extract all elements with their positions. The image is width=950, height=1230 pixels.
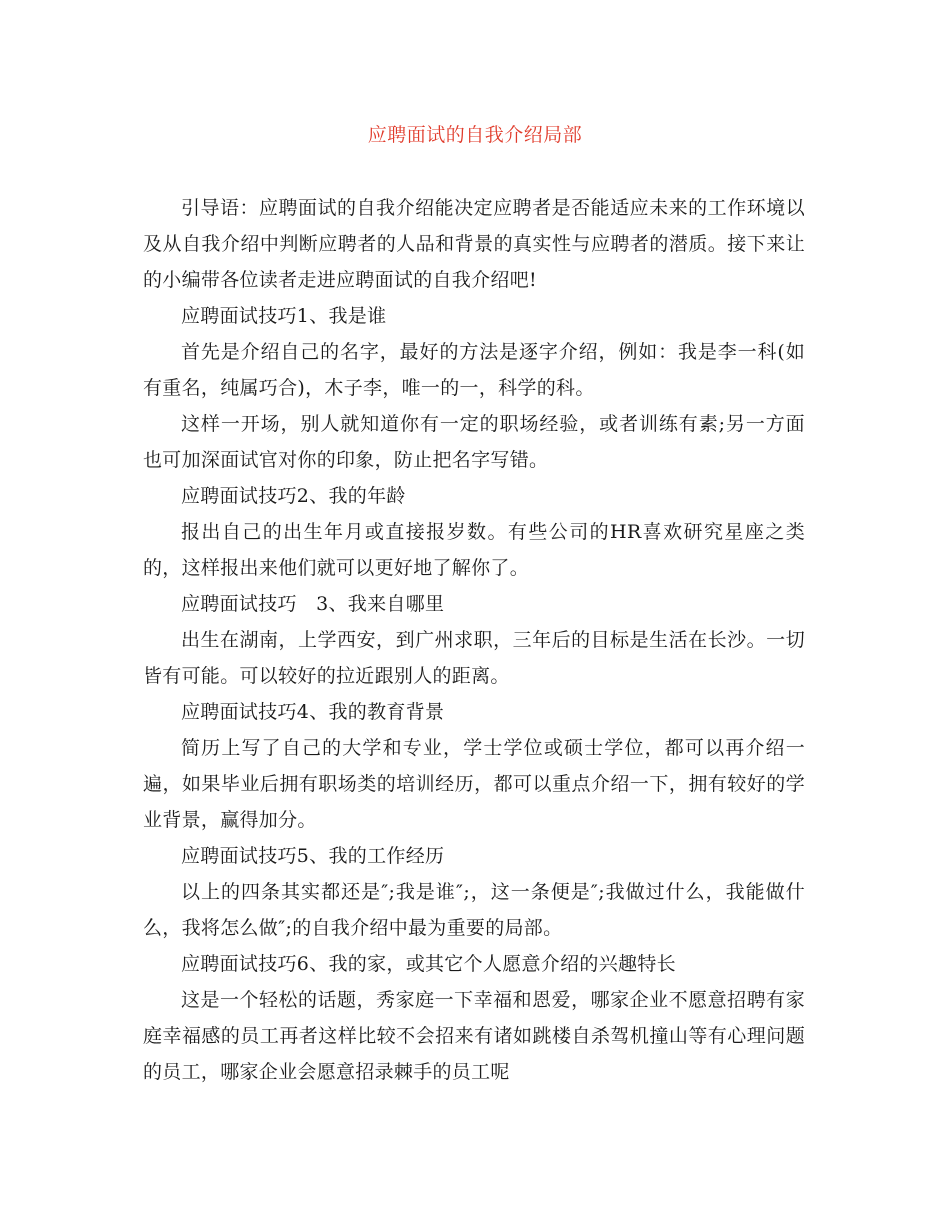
section-heading-5: 应聘面试技巧5、我的工作经历 bbox=[181, 845, 445, 867]
section-heading-3: 应聘面试技巧 3、我来自哪里 bbox=[181, 593, 445, 615]
document-body bbox=[143, 190, 805, 1090]
section-heading-6: 应聘面试技巧6、我的家，或其它个人愿意介绍的兴趣特长 bbox=[181, 953, 676, 975]
intro-paragraph: 引导语：应聘面试的自我介绍能决定应聘者是否能适应未来的工作环境以及从自我介绍中判断应聘者的人品和背景的真实性与应聘者的潜质。接下来让的小编带各位读者走进应聘面试的自我介绍吧! bbox=[143, 197, 805, 291]
paragraph: 这样一开场，别人就知道你有一定的职场经验，或者训练有素;另一方面也可加深面试官对你的印象，防止把名字写错。 bbox=[143, 413, 805, 471]
paragraph: 出生在湖南，上学西安，到广州求职，三年后的目标是生活在长沙。一切皆有可能。可以较好的拉近跟别人的距离。 bbox=[143, 629, 805, 687]
section-heading-1: 应聘面试技巧1、我是谁 bbox=[181, 305, 387, 327]
document-title: 应聘面试的自我介绍局部 bbox=[367, 124, 583, 146]
paragraph: 报出自己的出生年月或直接报岁数。有些公司的HR喜欢研究星座之类的，这样报出来他们就可以更好地了解你了。 bbox=[143, 521, 805, 579]
paragraph: 简历上写了自己的大学和专业，学士学位或硕士学位，都可以再介绍一遍，如果毕业后拥有职场类的培训经历，都可以重点介绍一下，拥有较好的学业背景，赢得加分。 bbox=[143, 737, 805, 831]
paragraph: 这是一个轻松的话题，秀家庭一下幸福和恩爱，哪家企业不愿意招聘有家庭幸福感的员工再者这样比较不会招来有诸如跳楼自杀驾机撞山等有心理问题的员工，哪家企业会愿意招录棘手的员工呢 bbox=[143, 989, 805, 1083]
paragraph: 以上的四条其实都还是″;我是谁″;，这一条便是″;我做过什么，我能做什么，我将怎么做″;的自我介绍中最为重要的局部。 bbox=[143, 881, 805, 939]
paragraph: 首先是介绍自己的名字，最好的方法是逐字介绍，例如：我是李一科(如有重名，纯属巧合)，木子李，唯一的一，科学的科。 bbox=[143, 341, 805, 399]
section-heading-2: 应聘面试技巧2、我的年龄 bbox=[181, 485, 406, 507]
section-heading-4: 应聘面试技巧4、我的教育背景 bbox=[181, 701, 445, 723]
